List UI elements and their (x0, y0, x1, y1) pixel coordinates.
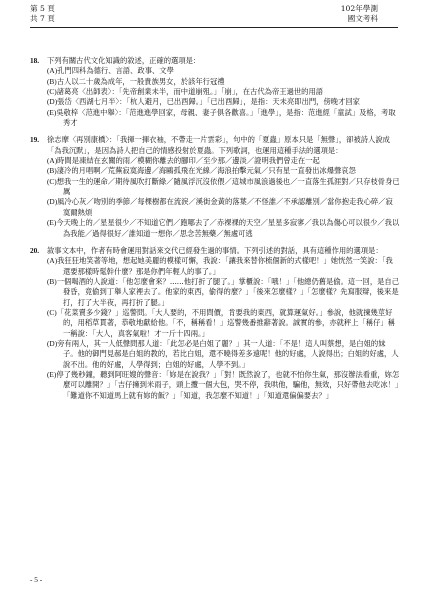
option-text: 風冷心灰／吻別的季節／每棵樹都在流淚／溪街金黃的落葉／不怪誰／不承認離別／當你抱走我心碎／寂寞爾熱煩 (57, 197, 393, 217)
answer-option (30, 77, 400, 87)
answer-option (30, 108, 400, 129)
question-block (30, 56, 400, 128)
answer-option (30, 177, 400, 198)
questions-area (30, 56, 400, 408)
option-text: 一個喝酒的人說道：「他怎麼會來？......他打折了腿了。」掌櫃說：「哦！」「他總仍舊是偷。這一回，是自己發昏，竟偷到丁舉人家裡去了。他家的東西，偷得的麼？」「後來怎麼樣？」「怎麼樣？先寫服辯，後來是打，打了大半夜，再打折了腿。」 (56, 276, 400, 307)
option-text: 諸葛亮〈出師表〉：「先帝創業未半，而中道崩殂。」「崩」，在古代為帝王過世的用語 (56, 87, 324, 97)
question-stem (30, 56, 400, 66)
question-number: 19. (30, 135, 40, 145)
option-label: (A) (47, 156, 58, 166)
subject: 國文考科 (347, 14, 378, 23)
question-block (30, 135, 400, 238)
option-label: (B) (47, 166, 57, 176)
question-text: 徐志摩〈再別康橋〉：「我揮一揮衣袖，不帶走一片雲彩」，句中的「夏蟲」原本只是「無聲」，卻被詩人說成「為我沉默」，是因為詩人把自己的情感投射於夏蟲。下列歌詞，也運用這種手法的選項是： (47, 135, 390, 155)
question-stem (30, 246, 400, 256)
option-label: (C) (47, 307, 57, 317)
answer-option (30, 370, 400, 401)
page-total: 共 7 頁 (30, 14, 55, 23)
question-stem (30, 135, 400, 156)
question-text: 下列有關古代文化知識的敘述，正確的選項是： (47, 56, 201, 65)
question-block (30, 246, 400, 401)
option-text: 張岱〈西湖七月半〉：「杭人避月，已出酉歸。」「已出酉歸」，是指：天未亮即出門，傍晚才回家 (57, 97, 360, 107)
option-text: 想我一生的運命／期待風吹打斷綠／隨風浮沉沒依偎／這城市風浪過後也／一直落生孤涯對／只存枝骨身已厲 (56, 176, 400, 197)
option-label: (D) (47, 197, 58, 207)
option-text: 淒冷的月唱啊／荒蕪寂寞海邊／海鷗孤飛在光線／海浪拍擊元氣／只有星一直發出冰爆聲哀怨 (56, 166, 356, 176)
answer-option (30, 97, 400, 107)
header-divider (30, 27, 398, 28)
option-text: 「花菜賣多少錢？」巡警問。「大人要的，不用問價，肯要我的東西，就算運氣好。」參說，他就揀幾莖好的，用稻草貫著，恭敬地獻給他。「不，稱稱看！」巡警幾番推辭著說。誠實的參，亦就秤上「稱仔」稱一稱說：「大人，真客氣啦！才一斤十四兩。」 (56, 307, 396, 338)
option-label: (A) (47, 66, 58, 76)
header-right (341, 4, 378, 24)
option-text: 今天晚上的／星星很少／不知道它們／跑哪去了／赤裸裸的天空／星星多寂寥／我以為傷心可以很少／我以為我能／過得很好／誰知道一想你／思念苦無藥／無處可逃 (56, 218, 400, 238)
header-left (30, 4, 55, 24)
option-text: 我狂狂地笑著等地，想起她美麗的模樣可懈，我說：「讓我來替你梳個新的式樣吧！」她恍然一笑說：「我還要那樣時髦幹什麼？那是你們年輕人的事了。」 (57, 256, 393, 276)
answer-option (30, 339, 400, 370)
answer-option (30, 166, 400, 176)
answer-option (30, 256, 400, 277)
option-label: (E) (47, 107, 57, 117)
question-text: 敘事文本中，作者有時會運用對話來交代已經發生過的事情。下列引述的對話，具有這種作用的選項是： (47, 245, 383, 255)
option-label: (D) (47, 338, 58, 348)
question-number: 18. (30, 56, 40, 65)
option-label: (D) (47, 97, 58, 107)
answer-option (30, 156, 400, 166)
option-text: 時間是凍結在玄關的雨／模糊你離去的腳印／至少那／邊淡／證明我們曾走在一起 (57, 156, 320, 166)
option-text: 孔門四科為德行、言語、政事、文學 (57, 66, 174, 76)
exam-year: 102年學測 (340, 4, 378, 13)
option-label: (B) (47, 276, 57, 286)
option-label: (C) (47, 87, 57, 97)
answer-option (30, 197, 400, 218)
option-text: 古人以二十歲為成年，一般貴族男女，於該年行冠禮 (56, 76, 225, 86)
answer-option (30, 87, 400, 97)
option-label: (B) (47, 76, 57, 86)
option-label: (C) (47, 176, 57, 186)
option-text: 旁有兩人，其一人低聲問那人道：「此怎必是白姐了麗？」其一人道：「不是！這人叫蔡想，是白姐的妹子。他的御門見郝是白姐的教的，若比白姐，還不曉得差多遠呢！他的好處，人說得出；白姐的好處，人說不出。他的好處，人學得到；白姐的好處，人學不到。」 (57, 338, 399, 369)
page-footer: - 5 - (30, 575, 43, 584)
option-label: (E) (47, 218, 57, 228)
option-text: 吳敬梓〈范進中舉〉：「范進進學回家，母親、妻子俱各歡喜。」「進學」，是指：范進經「童試」及格，考取秀才 (56, 107, 396, 128)
option-label: (E) (47, 369, 57, 379)
answer-option (30, 66, 400, 76)
answer-option (30, 277, 400, 308)
option-label: (A) (47, 256, 58, 266)
question-number: 20. (30, 245, 40, 255)
page-number: 第 5 頁 (30, 4, 55, 13)
option-text: 停了幾秒鐘，聽到阿旺嫂的聲音：「妳是在說我？」「對！既然說了，也就不怕你生氣，那沒辦法看重，妳怎麼可以離開？」「吉仔擁到米雨子，頭上攬一個大包，哭不停，我哄他，騙他，無效，只好帶他去吃冰！」「難道你不知道馬上就有妳的飯？」「知道，我怎麼不知道！」「知道還偏偏要去？」 (56, 369, 400, 400)
answer-option (30, 308, 400, 339)
answer-option (30, 218, 400, 239)
